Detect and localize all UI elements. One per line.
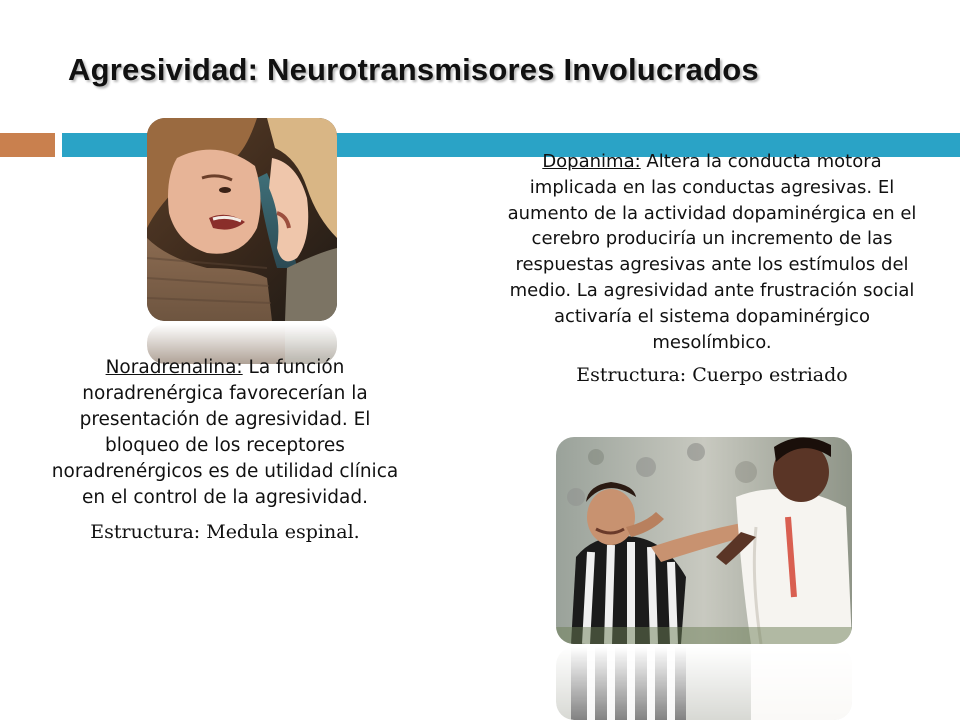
noradrenalina-estructura: Estructura: Medula espinal.	[90, 521, 360, 543]
noradrenalina-term: Noradrenalina:	[105, 357, 243, 378]
dopamina-text-block	[496, 149, 928, 389]
dopamina-term: Dopanima:	[542, 151, 641, 172]
dopamina-description: Altera la conducta motora implicada en las conductas agresivas. El aumento de la actividad dopaminérgica en el cerebro produciría un incremento de las respuestas agresivas ante los estímulos del medio. La agresividad ante frustración social activaría el sistema dopaminérgico mesolímbico.	[507, 151, 917, 353]
noradrenalina-description: La función noradrenérgica favorecerían la presentación de agresividad. El bloqueo de los receptores noradrenérgicos es de utilidad clínica en el control de la agresividad.	[51, 357, 399, 508]
slide-title: Agresividad: Neurotransmisores Involucrados	[68, 52, 759, 87]
dopamina-estructura: Estructura: Cuerpo estriado	[576, 364, 848, 387]
football-photo-reflection	[556, 647, 852, 720]
children-arguing-photo	[147, 118, 337, 321]
football-fight-photo	[556, 437, 852, 644]
noradrenalina-text-block	[40, 355, 410, 545]
accent-bar-left	[0, 133, 55, 157]
